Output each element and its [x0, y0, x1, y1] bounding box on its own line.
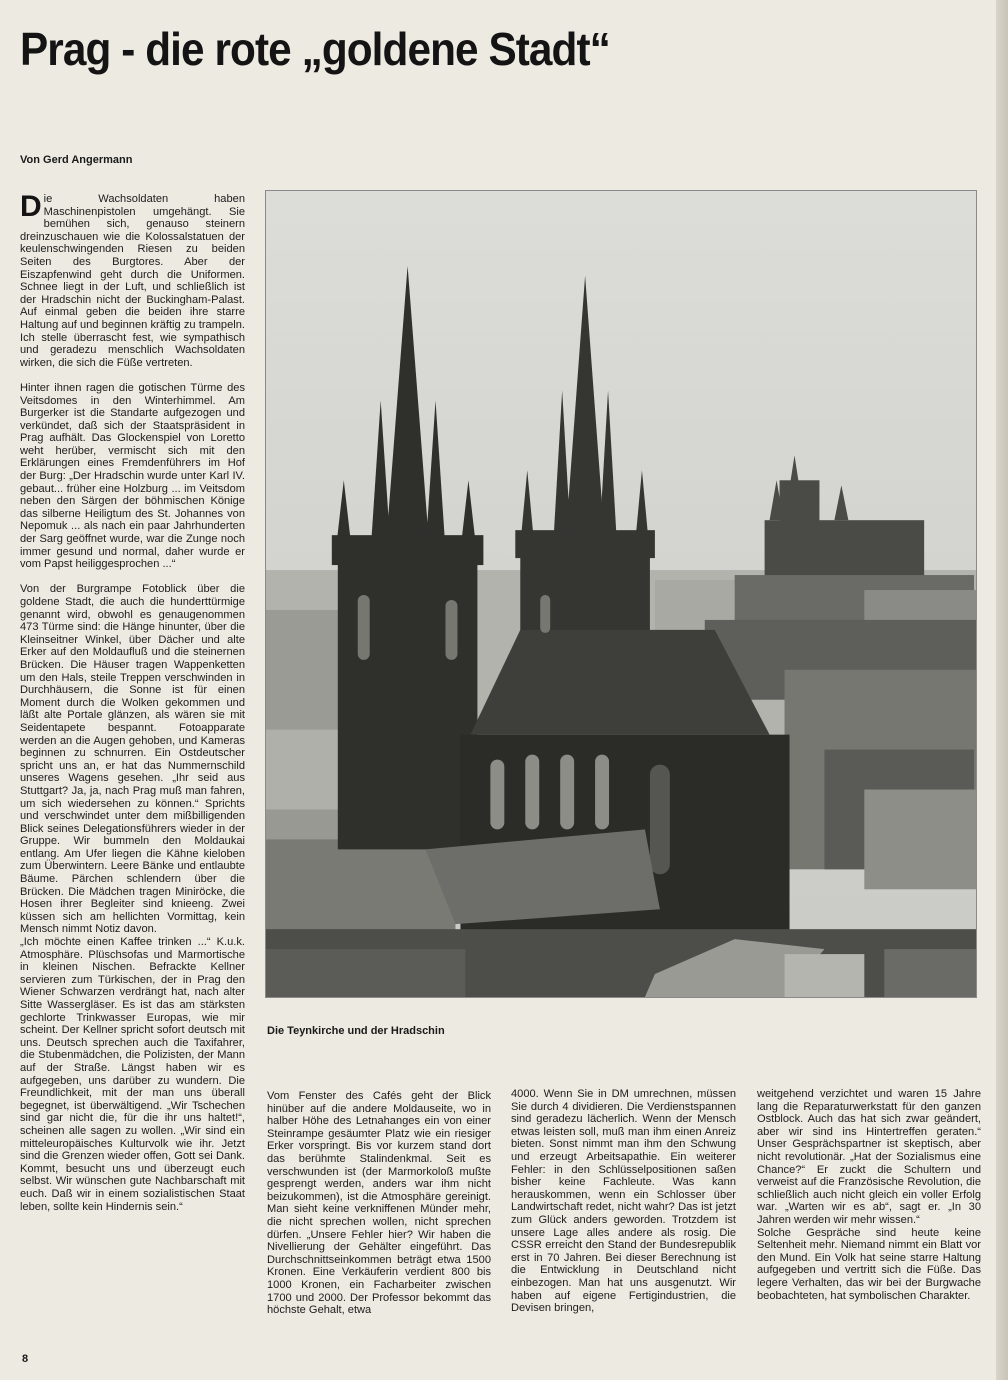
- byline: Von Gerd Angermann: [20, 154, 133, 166]
- column-4: [757, 1088, 981, 1302]
- column-1: [20, 190, 245, 1213]
- photo-caption: Die Teynkirche und der Hradschin: [267, 1025, 445, 1037]
- paragraph-2: Hinter ihnen ragen die gotischen Türme des Veitsdomes in den Winterhimmel. Am Burgerker ist die Standarte aufgezogen und verkündet, daß sich der Staatspräsident in Prag aufhält. Das Glockenspiel von Loretto weht herüber, vermischt sich mit den Erklärungen eines Fremdenführers im Hof der Burg: „Der Hradschin wurde unter Karl IV. gebaut... früher eine Holzburg ... im Veitsdom neben den Särgen der böhmischen Könige das silberne Heiligtum des St. Johannes von Nepomuk ... als nach ein paar Jahrhunderten der Sarg geöffnet wurde, war die Zunge noch immer gesund und normal, daher wurde er vom Papst heiliggesprochen ...“: [20, 381, 245, 571]
- photo-illustration: [266, 191, 976, 997]
- headline: Prag - die rote „goldene Stadt“: [20, 23, 610, 75]
- page-edge-shadow: [996, 0, 1008, 1380]
- paragraph-1: [20, 190, 245, 369]
- column-3-text: 4000. Wenn Sie in DM umrechnen, müssen Sie durch 4 dividieren. Die Verdienstspannen sind geradezu lächerlich. Wenn der Mensch etwas leisten soll, muß man ihm einen Anreiz bieten. Sonst nimmt man ihm den Schwung und erzeugt Arbeitsapathie. Ein weiterer Fehler: in den Schlüsselpositionen saßen bisher keine Fachleute. Was kann herauskommen, wenn ein Schlosser über Landwirtschaft redet, nicht wahr? Das ist jetzt zum Glück anders geworden. Trotzdem ist unsere Lage alles andere als rosig. Die CSSR erreicht den Stand der Bundesrepublik erst in 70 Jahren. Bei dieser Berechnung ist die Entwicklung in Deutschland nicht einbezogen. Man hat uns ausgenutzt. Wir haben auf eigene Fertigindustrien, die Devisen bringen,: [511, 1088, 736, 1315]
- column-2-text: Vom Fenster des Cafés geht der Blick hinüber auf die andere Moldauseite, wo in halber Höhe des Letnahanges ein von einer Steinrampe gesäumter Platz wie ein riesiger Erker vorspringt. Bis vor kurzem stand dort das berühmte Stalindenkmal. Seit es verschwunden ist (der Marmorkoloß mußte gesprengt werden, anders war ihm nicht beizukommen), ist die Atmosphäre gereinigt. Man sieht keine verkniffenen Münder mehr, die nicht sprechen wollen, nicht sprechen dürfen. „Unsere Fehler hier? Wir haben die Nivellierung der Gehälter eingeführt. Das Durchschnittseinkommen beträgt etwa 1500 Kronen. Eine Verkäuferin verdient 800 bis 1000 Kronen, ein Facharbeiter zwischen 1700 und 2000. Der Professor bekommt das höchste Gehalt, etwa: [267, 1090, 491, 1317]
- photo-teyn-church-and-hradschin: [265, 190, 977, 998]
- paragraph-4: „Ich möchte einen Kaffee trinken ...“ K.u.k. Atmosphäre. Plüschsofas und Marmortische in kleinen Nischen. Befrackte Kellner servieren zum Türkischen, der in Prag den Wiener Schwarzen verdrängt hat, nach alter Sitte Wassergläser. Es ist das am stärksten gechlorte Trinkwasser Europas, wie mir scheint. Der Kellner spricht sofort deutsch mit uns. Deutsch sprechen auch die Taxifahrer, die Stubenmädchen, die Polizisten, der Mann auf der Straße. Längst haben wir es aufgegeben, uns darüber zu wundern. Die Freundlichkeit, mit der man uns überall begegnet, ist überwältigend. „Wir Tschechen sind gar nicht die, für die ihr uns haltet!“, scheinen alle sagen zu wollen. „Wir sind ein mitteleuropäisches Kulturvolk wie ihr. Jetzt sind die Grenzen wieder offen, Gott sei Dank. Kommt, besucht uns und überzeugt euch selbst. Wir wünschen gute Nachbarschaft mit euch. Daß wir in einem sozialistischen Staat leben, sollte kein Hindernis sein.“: [20, 936, 245, 1213]
- column-2: [267, 1090, 491, 1317]
- column-4-paragraph-1: weitgehend verzichtet und waren 15 Jahre lang die Reparaturwerkstatt für den ganzen Ostblock. Auch das hat sich zwar geändert, aber wir sind ins Hintertreffen geraten.“ Unser Gesprächspartner ist skeptisch, aber nicht revolutionär. „Hat der Sozialismus eine Chance?“ Er zuckt die Schultern und verweist auf die Französische Revolution, die schließlich auch nicht gleich ein voller Erfolg war. „Warten wir es ab“, sagt er. „In 30 Jahren werden wir mehr wissen.“: [757, 1088, 981, 1226]
- paragraph-1-text: ie Wachsoldaten haben Maschinenpistolen umgehängt. Sie bemühen sich, genauso steinern dreinzuschauen wie die Kolossalstatuen der keulenschwingenden Riesen zu beiden Seiten des Burgtores. Aber der Eiszapfenwind geht durch die Uniformen. Schnee liegt in der Luft, und schließlich ist der Hradschin nicht der Buckingham-Palast. Auf einmal geben die beiden ihre starre Haltung auf und beginnen kräftig zu trampeln. Ich stelle überrascht fest, wie sympathisch und geradezu menschlich Wachsoldaten wirken, die sich die Füße vertreten.: [20, 193, 245, 369]
- paragraph-3: Von der Burgrampe Fotoblick über die goldene Stadt, die auch die hunderttürmige genannt wird, obwohl es genaugenommen 473 Türme sind: die Hänge hinunter, über die Kleinseitner Winkel, über Dächer und alte Erker auf den Moldaufluß und die steinernen Brücken. Die Häuser tragen Wappenketten um den Hals, steile Treppen verschwinden in Durchhäusern, die Sonne ist für einen Moment durch die Wolken gekommen und läßt alte Portale glänzen, als wären sie mit Seidentapete bespannt. Fotoapparate werden an die Augen gehoben, und Kameras beginnen zu schnurren. Ein Ostdeutscher spricht uns an, er hat das Nummernschild unseres Wagens gesehen. „Ihr seid aus Stuttgart? Ja, ja, nach Prag muß man fahren, um sich wiedersehen zu können.“ Sprichts und verschwindet unter dem mißbilligenden Blick seines Delegationsführers wieder in der Gruppe. Wir bummeln den Moldaukai entlang. Am Ufer liegen die Kähne kieloben zum Überwintern. Leere Bänke und entlaubte Bäume. Pärchen schlendern über die Brücken. Die Mädchen tragen Miniröcke, die Hosen ihrer Begleiter sind knieeng. Zwei küssen sich am hellichten Vormittag, kein Mensch nimmt Notiz davon.: [20, 583, 245, 936]
- page-number: 8: [22, 1353, 29, 1365]
- drop-cap: D: [20, 190, 42, 223]
- column-4-paragraph-2: Solche Gespräche sind heute keine Seltenheit mehr. Niemand nimmt ein Blatt vor den Mund. Ein Volk hat seine starre Haltung aufgegeben und vertritt sich die Füße. Das legere Verhalten, das wir bei der Burgwache beobachteten, hat symbolischen Charakter.: [757, 1226, 981, 1302]
- column-3: [511, 1088, 736, 1315]
